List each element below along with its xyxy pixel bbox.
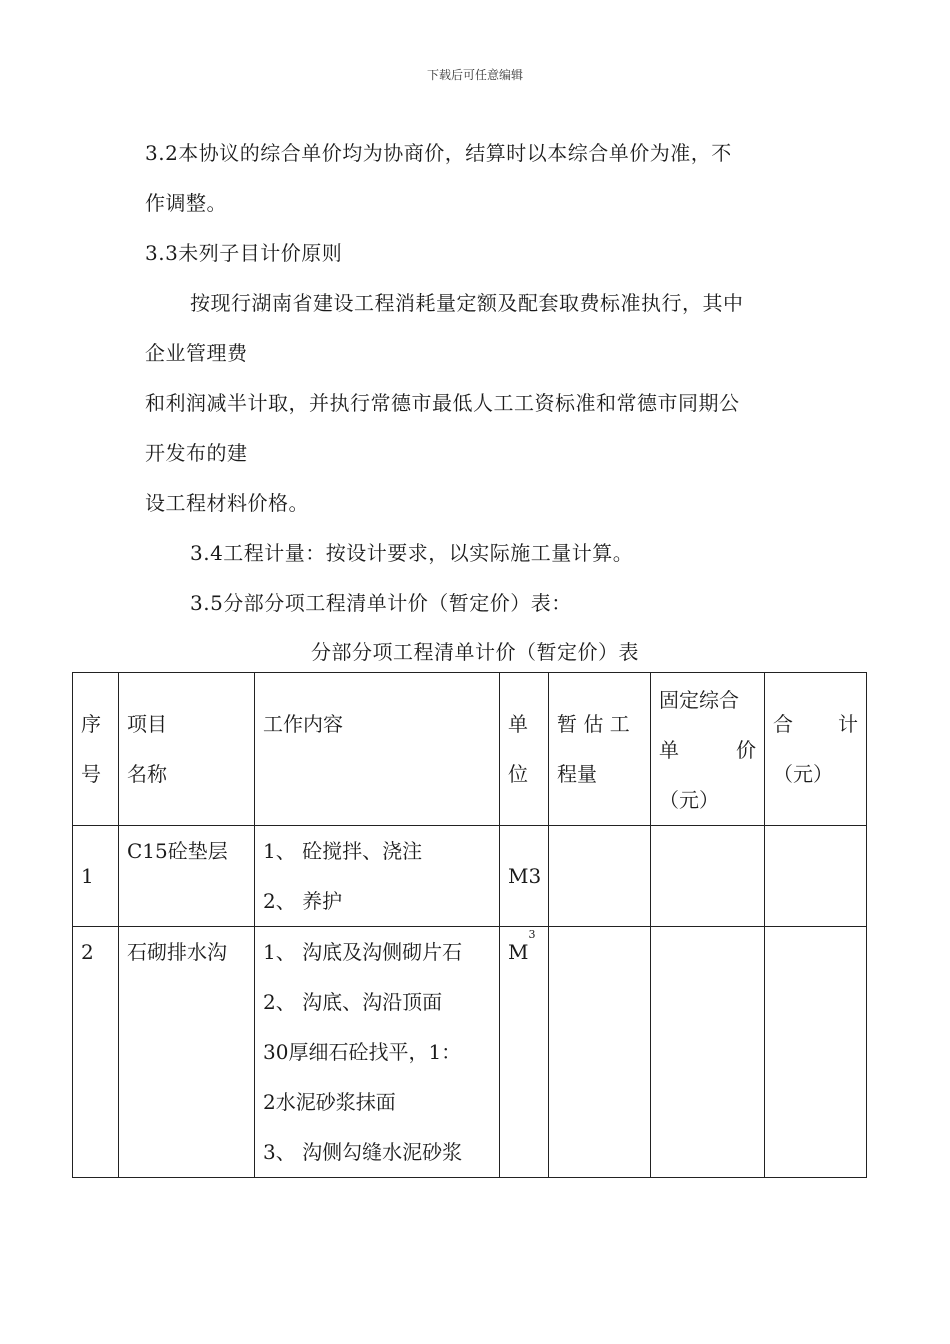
header-qty-line1: 暂 估 工: [557, 712, 630, 736]
row2-content: [255, 927, 500, 1178]
paragraph-3-3-line2: 企业管理费: [145, 341, 248, 365]
heading-3-3: 3.3未列子目计价原则: [145, 241, 343, 265]
row1-qty: [549, 826, 651, 927]
table-header-row: [73, 673, 867, 826]
header-price-price-char: 价: [736, 738, 756, 762]
paragraph-3-3-line4: 开发布的建: [145, 441, 248, 465]
header-name-line2: 名称: [127, 762, 167, 786]
paragraph-3-2-cont: 作调整。: [145, 191, 227, 215]
row2-name: [119, 927, 255, 1178]
table-row: [73, 927, 867, 1178]
header-qty-line2: 程量: [557, 762, 597, 786]
row2-qty: [549, 927, 651, 1178]
header-price-unit-char: 单: [659, 738, 679, 762]
header-unit-line1: 单: [508, 712, 528, 736]
header-price-line3: （元）: [659, 788, 719, 812]
header-seq-line2: 号: [81, 762, 101, 786]
row1-unit-text: M3: [508, 864, 542, 888]
row2-total: [765, 927, 867, 1178]
row1-seq-text: 1: [81, 864, 94, 888]
row2-content-line4: 2水泥砂浆抹面: [263, 1090, 396, 1114]
row2-name-text: 石砌排水沟: [127, 940, 227, 964]
header-total-line1: [773, 699, 858, 749]
row1-name-text: C15砼垫层: [127, 839, 228, 863]
row2-unit: [500, 927, 549, 1178]
row1-content: [255, 826, 500, 927]
header-content: [255, 673, 500, 826]
paragraph-3-3-line3: 和利润减半计取，并执行常德市最低人工工资标准和常德市同期公: [145, 391, 740, 415]
header-unit: [500, 673, 549, 826]
header-price: [651, 673, 765, 826]
header-unit-line2: 位: [508, 762, 528, 786]
paragraph-3-5: 3.5分部分项工程清单计价（暂定价）表：: [190, 591, 572, 615]
header-price-line2: [659, 725, 756, 775]
table-title: 分部分项工程清单计价（暂定价）表: [311, 640, 639, 664]
row1-content-line2: 2、 养护: [263, 889, 343, 913]
header-total: [765, 673, 867, 826]
row2-unit-text: [508, 927, 540, 977]
row2-seq: [73, 927, 119, 1178]
row1-unit: [500, 826, 549, 927]
pricing-table: [72, 672, 867, 1178]
row1-seq: [73, 826, 119, 927]
row1-total: [765, 826, 867, 927]
table-row: [73, 826, 867, 927]
row2-price: [651, 927, 765, 1178]
header-price-line1: 固定综合: [659, 688, 739, 712]
row2-unit-base: M: [508, 940, 529, 964]
row2-unit-superscript: 3: [528, 928, 536, 941]
paragraph-3-3-line5: 设工程材料价格。: [145, 491, 309, 515]
header-total-line2: （元）: [773, 762, 833, 786]
row2-content-line5: 3、 沟侧勾缝水泥砂浆: [263, 1140, 463, 1164]
row2-content-line3: 30厚细石砼找平，1：: [263, 1040, 462, 1064]
row2-content-line2: 2、 沟底、沟沿顶面: [263, 990, 443, 1014]
paragraph-3-2: 3.2本协议的综合单价均为协商价，结算时以本综合单价为准，不: [145, 141, 732, 165]
header-seq-line1: 序: [81, 712, 101, 736]
row2-content-line1: 1、 沟底及沟侧砌片石: [263, 940, 463, 964]
row1-price: [651, 826, 765, 927]
paragraph-3-3-line1: 按现行湖南省建设工程消耗量定额及配套取费标准执行，其中: [190, 291, 744, 315]
row1-content-line1: 1、 砼搅拌、浇注: [263, 839, 423, 863]
header-note: 下载后可任意编辑: [426, 68, 523, 82]
header-name-line1: 项目: [127, 712, 167, 736]
header-content-text: 工作内容: [263, 712, 343, 736]
header-total-he: 合: [773, 712, 793, 736]
header-total-ji: 计: [838, 712, 858, 736]
row2-seq-text: 2: [81, 940, 94, 964]
header-qty: [549, 673, 651, 826]
paragraph-3-4: 3.4工程计量：按设计要求，以实际施工量计算。: [190, 541, 634, 565]
header-seq: [73, 673, 119, 826]
header-name: [119, 673, 255, 826]
row1-name: [119, 826, 255, 927]
